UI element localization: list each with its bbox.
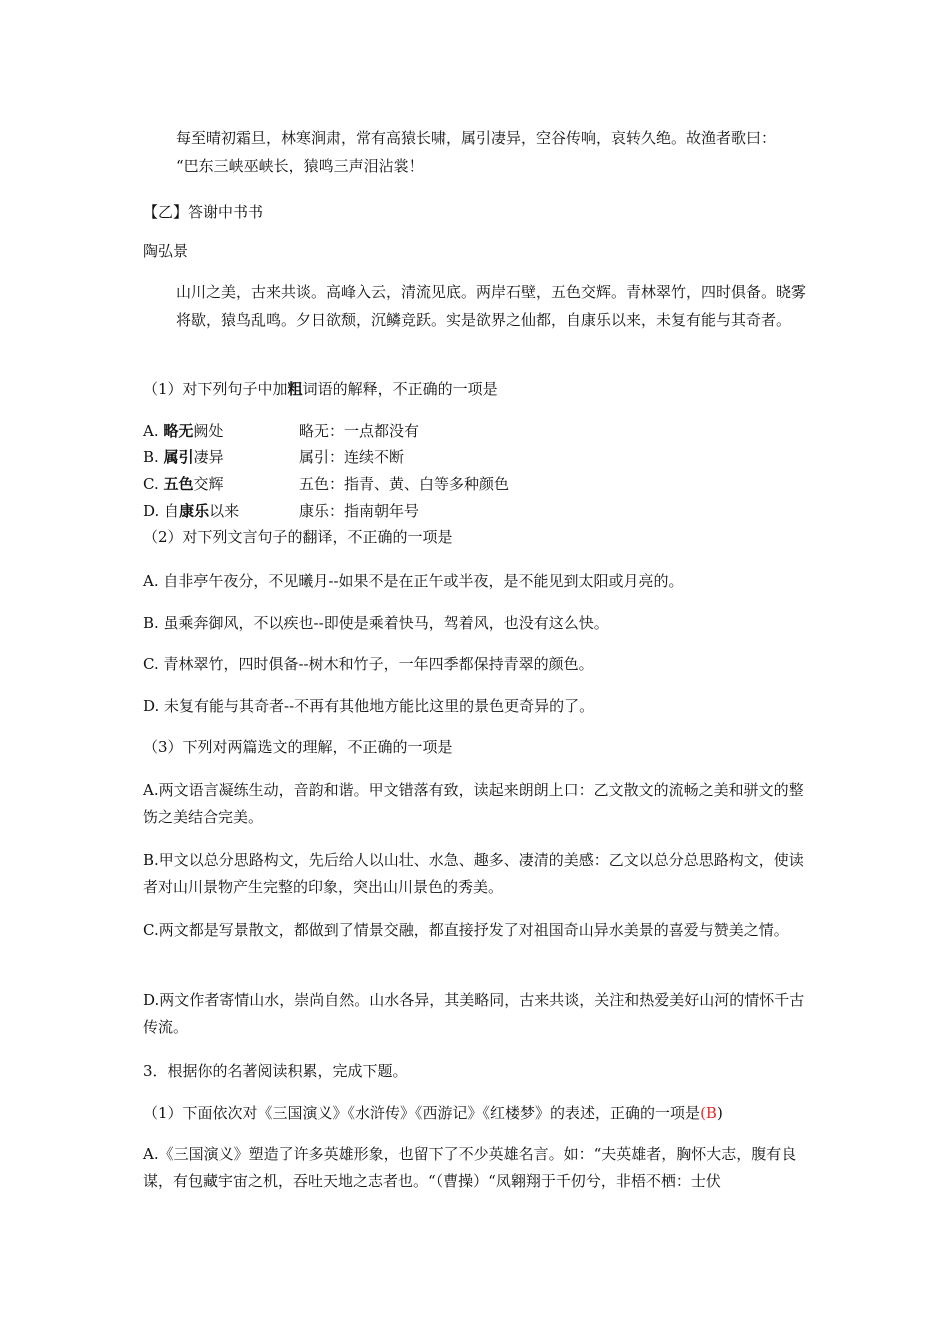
q1-stem-bold: 粗	[287, 380, 303, 398]
q1-option-b-gloss: 属引：连续不断	[299, 448, 405, 466]
section3-title: 3．根据你的名著阅读积累，完成下题。	[143, 1062, 408, 1080]
q2-option-b: B. 虽乘奔御风，不以疾也--即使是乘着快马，驾着风，也没有这么快。	[143, 614, 609, 632]
q1-option-c-gloss: 五色：指青、黄、白等多种颜色	[299, 475, 510, 493]
q3-option-b: B.甲文以总分思路构文，先后给人以山壮、水急、趣多、凄清的美感：乙文以总分总思路构文，使读者对山川景物产生完整的印象，突出山川景色的秀美。	[143, 851, 804, 896]
section3-option-a: A.《三国演义》塑造了许多英雄形象，也留下了不少英雄名言。如：“夫英雄者，胸怀大志，腹有良谋，有包藏宇宙之机，吞吐天地之志者也。“（曹操）“凤翱翔于千仞兮，非梧不栖：士伏	[143, 1145, 797, 1190]
passage-jia-line2: “巴东三峡巫峡长，猿鸣三声泪沾裳！	[176, 157, 424, 175]
section3-q1-stem: （1）下面依次对《三国演义》《水浒传》《西游记》《红楼梦》的表述，正确的一项是(B)	[143, 1104, 723, 1122]
q1-option-d-gloss: 康乐：指南朝年号	[299, 502, 420, 520]
passage-yi-body: 山川之美，古来共谈。高峰入云，清流见底。两岸石壁，五色交辉。青林翠竹，四时俱备。晓雾将歇，猿鸟乱鸣。夕日欲颓，沉鳞竞跃。实是欲界之仙都，自康乐以来，未复有能与其奇者。	[176, 283, 807, 329]
q3-option-c: C.两文都是写景散文，都做到了情景交融，都直接抒发了对祖国奇山异水美景的喜爱与赞美之情。	[143, 921, 789, 939]
q2-option-a: A. 自非亭午夜分，不见曦月--如果不是在正午或半夜，是不能见到太阳或月亮的。	[143, 572, 684, 590]
q3-stem: （3）下列对两篇选文的理解，不正确的一项是	[143, 738, 453, 756]
passage-jia-excerpt	[176, 124, 816, 180]
q1-option-a-gloss: 略无：一点都没有	[299, 422, 420, 440]
q2-stem: （2）对下列文言句子的翻译，不正确的一项是	[143, 528, 453, 546]
q2-option-d: D. 未复有能与其奇者--不再有其他地方能比这里的景色更奇异的了。	[143, 697, 595, 715]
document-page: 每至晴初霜旦，林寒涧肃，常有高猿长啸，属引凄异，空谷传响，哀转久绝。故渔者歌曰： “巴东三峡巫峡长，猿鸣三声泪沾裳！ 【乙】答谢中书书 陶弘景 山川之美，古来共谈。高峰入云，清流见底。两岸石壁，五色交辉。青林翠竹，四时俱备。晓雾将歇，猿鸟乱鸣。夕日欲颓，沉鳞竞跃。实是欲界之仙都，自康乐以来，未复有能与其奇者。 （1）对下列句子中加粗词语的解释，不正确的一项是 A. 略无阙处 略无：一点都没有 B. 属引凄异 属引：连续不断 C. 五色交辉 五色：指青、黄、白等多种颜色 D. 自康乐以来 康乐：指南朝年号 （2）对下列文言句子的翻译，不正确的一项是 A. 自非亭午夜分，不见曦月--如果不是在正午或半夜，是不能见到太阳或月亮的。 B. 虽乘奔御风，不以疾也--即使是乘着快马，驾着风，也没有这么快。 C. 青林翠竹，四时俱备--树木和竹子，一年四季都保持青翠的颜色。 D. 未复有能与其奇者--不再有其他地方能比这里的景色更奇异的了。 （3）下列对两篇选文的理解，不正确的一项是 A.两文语言凝练生动，音韵和谐。甲文错落有致，读起来朗朗上口：乙文散文的流畅之美和骈文的整饬之美结合完美。 B.甲文以总分思路构文，先后给人以山壮、水急、趣多、凄清的美感：乙文以总分总思路构文，使读者对山川景物产生完整的印象，突出山川景色的秀美。 C.两文都是写景散文，都做到了情景交融，都直接抒发了对祖国奇山异水美景的喜爱与赞美之情。 D.两文作者寄情山水，崇尚自然。山水各异，其美略同，古来共谈，关注和热爱美好山河的情怀千古传流。 3．根据你的名著阅读积累，完成下题。 （1）下面依次对《三国演义》《水浒传》《西游记》《红楼梦》的表述，正确的一项是(B) A.《三国演义》塑造了许多英雄形象，也留下了不少英雄名言。如：“夫英雄者，胸怀大志，腹有良谋，有包藏宇宙之机，吞吐天地之志者也。“（曹操）“凤翱翔于千仞兮，非梧不栖：士伏	[0, 0, 950, 1344]
passage-yi-author: 陶弘景	[143, 242, 189, 260]
passage-yi-heading: 【乙】答谢中书书	[143, 203, 264, 221]
passage-jia-line1: 每至晴初霜旦，林寒涧肃，常有高猿长啸，属引凄异，空谷传响，哀转久绝。故渔者歌曰：	[176, 129, 777, 147]
q3-option-d: D.两文作者寄情山水，崇尚自然。山水各异，其美略同，古来共谈，关注和热爱美好山河的情怀千古传流。	[143, 991, 805, 1036]
q1-stem: （1）对下列句子中加粗词语的解释，不正确的一项是	[143, 380, 498, 398]
q2-option-c: C. 青林翠竹，四时俱备--树木和竹子，一年四季都保持青翠的颜色。	[143, 655, 594, 673]
answer-mark: B	[705, 1104, 717, 1122]
q3-option-a: A.两文语言凝练生动，音韵和谐。甲文错落有致，读起来朗朗上口：乙文散文的流畅之美和骈文的整饬之美结合完美。	[143, 781, 804, 826]
